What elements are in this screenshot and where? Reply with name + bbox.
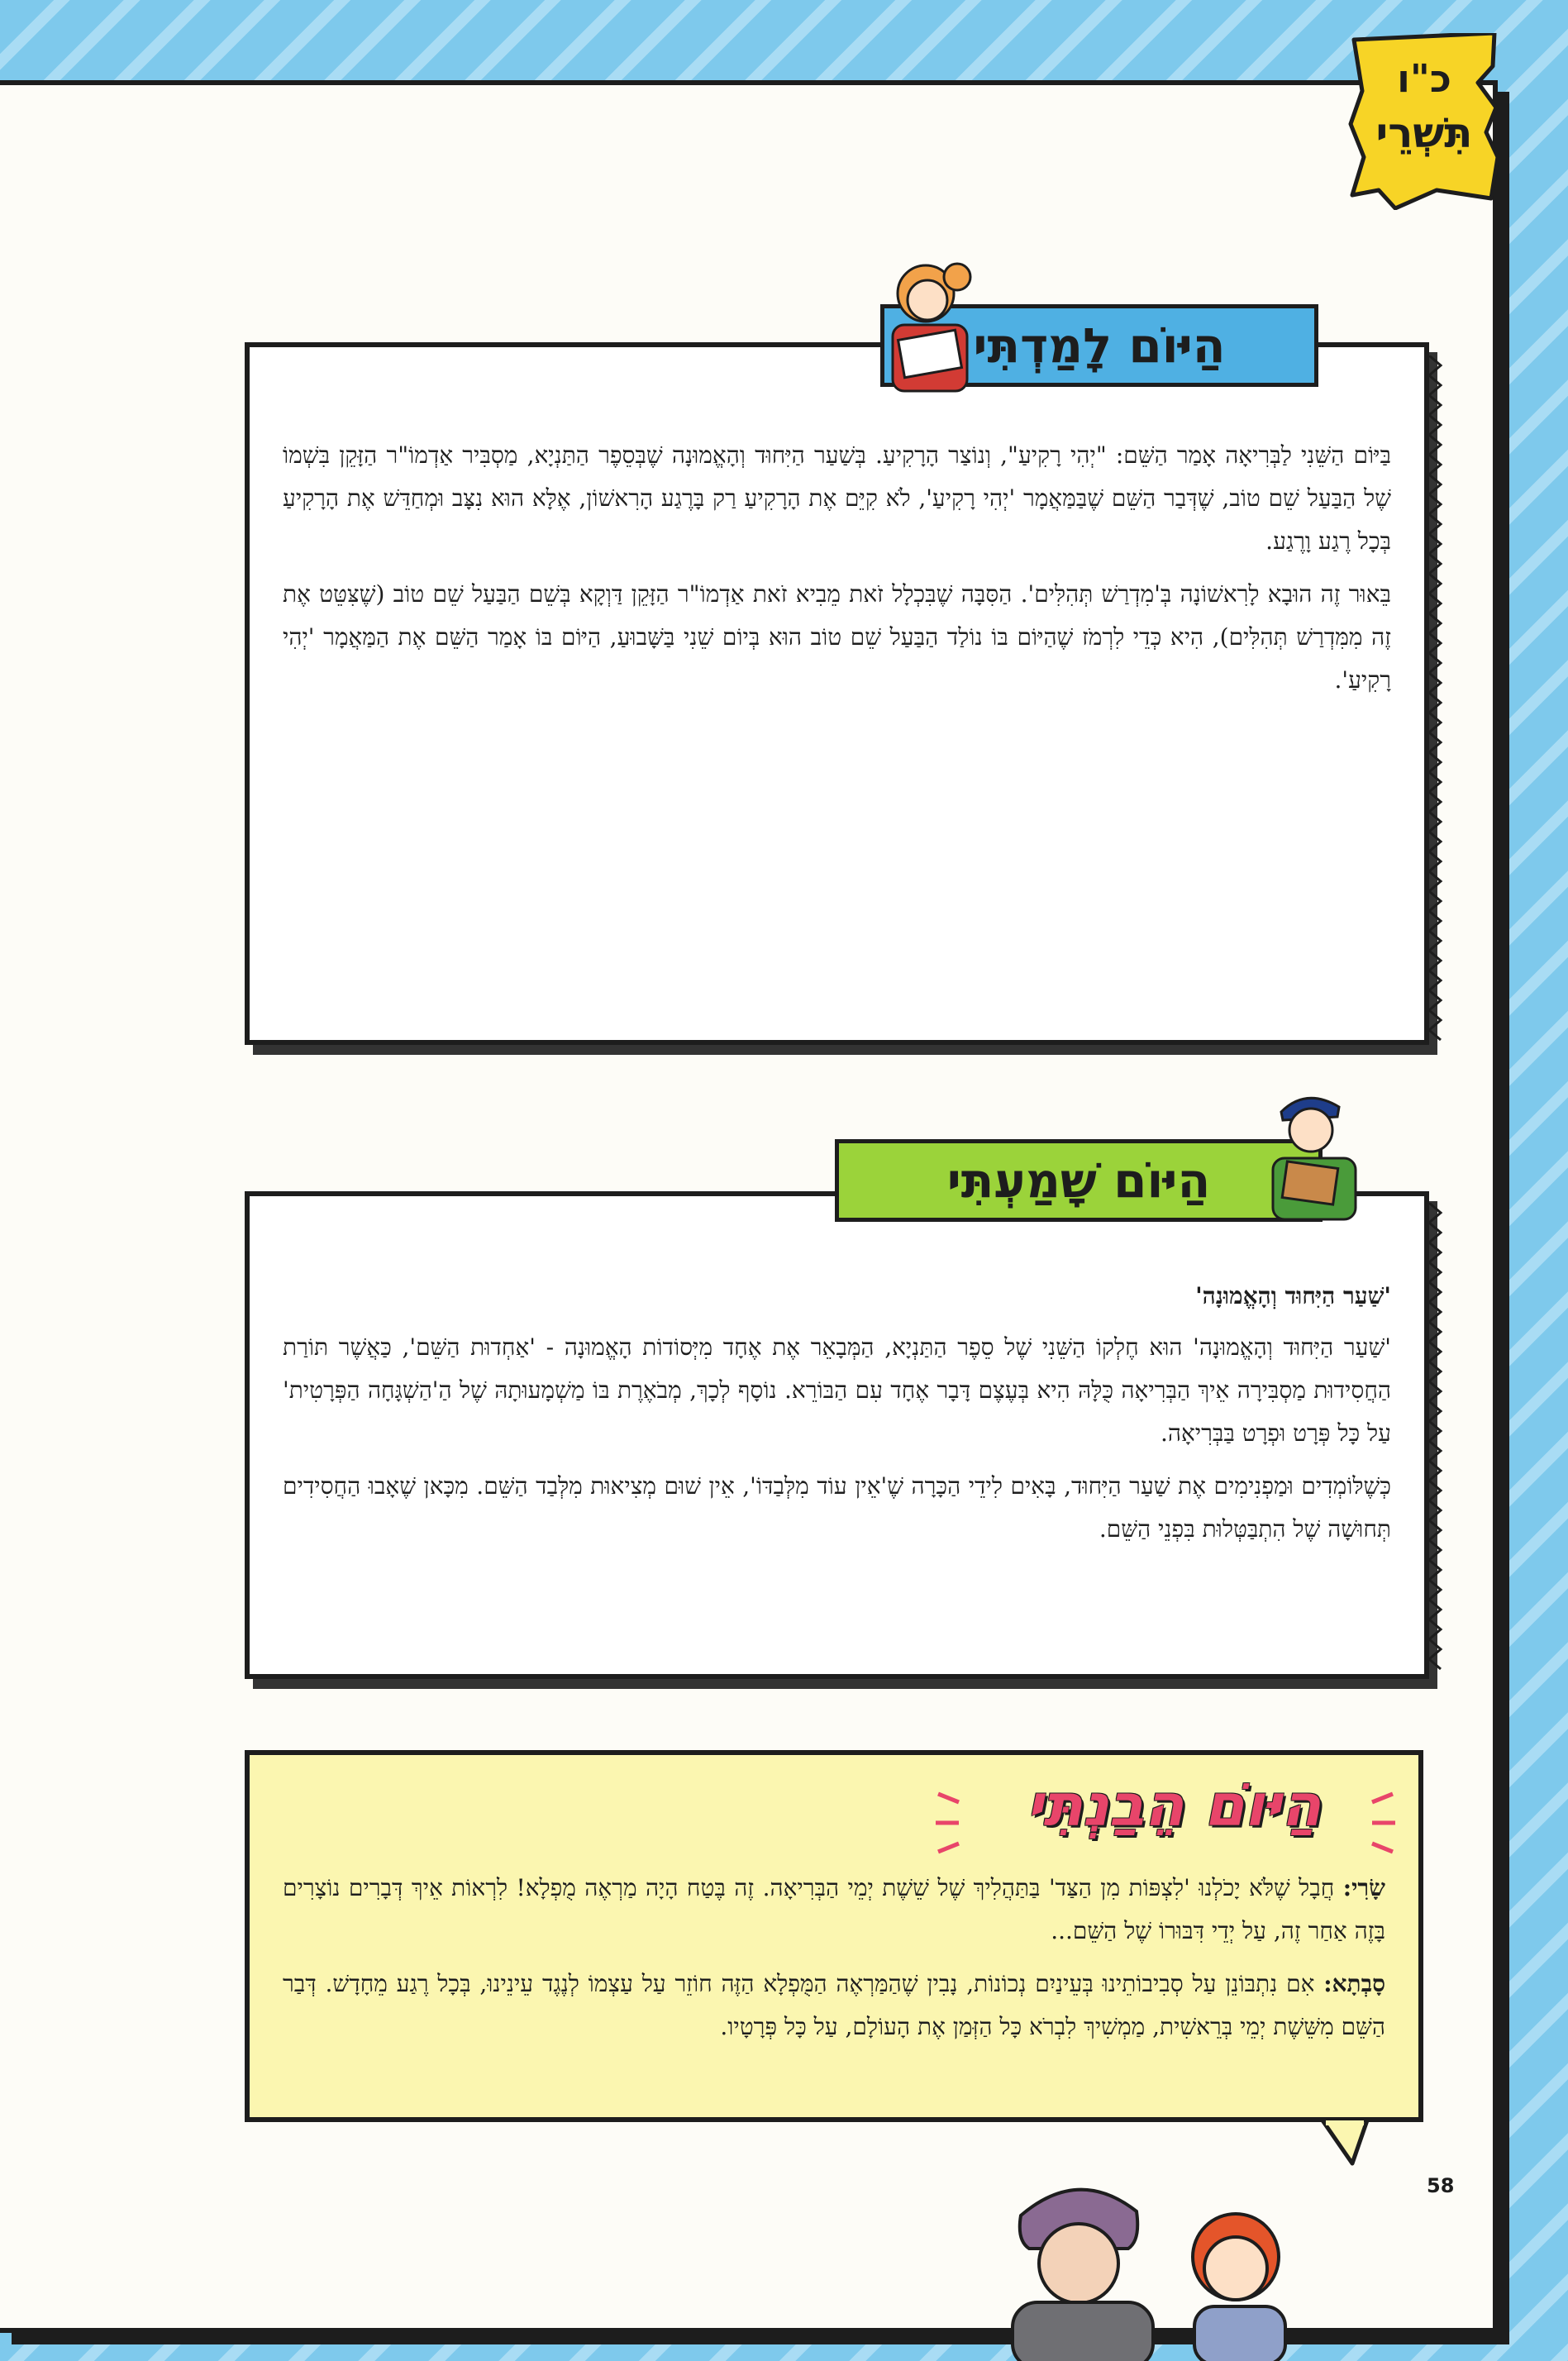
zigzag-border: [1429, 355, 1446, 1050]
learned-title: הַיּוֹם לָמַדְתִּי: [973, 317, 1226, 374]
grandmother-and-girl-illustration: [988, 2166, 1335, 2361]
heard-paragraph: כְּשֶׁלּוֹמְדִים וּמַפְנִימִים אֶת שַׁעַר הַיִּחוּד, בָּאִים לִידֵי הַכָּרָה שֶׁ'אֵין עוֹד מִלְּבַדּוֹ', אֵין שׁוּם מְצִיאוּת מִלְּבַד הַשֵּׁם. מִכָּאן שֶׁאָבוּ הַחֲסִידִים תְּחוּשָׁה שֶׁל הִתְבַּטְּלוּת בִּפְנֵי הַשֵּׁם.: [283, 1472, 1391, 1543]
heard-text: [250, 1275, 1424, 1561]
learned-text: [250, 434, 1424, 712]
heard-heading: 'שַׁעַר הַיִּחוּד וְהָאֱמוּנָה': [1195, 1282, 1391, 1309]
heard-box: [245, 1191, 1429, 1679]
learned-paragraph: בֵּאוּר זֶה הוּבָא לָרִאשׁוֹנָה בְּ'מִדְרַשׁ תְּהִלִּים'. הַסִּבָּה שֶׁבִּכְלָל זֹאת מֵבִיא זֹאת אַדְמוֹ"ר הַזָּקֵן דַּוְקָא בְּשֵׁם הַבַּעַל שֵׁם טוֹב (שֶׁצִּטֵּט אֶת זֶה מִמִּדְרַשׁ תְּהִלִּים), הִיא כְּדֵי לִרְמֹז שֶׁהַיּוֹם בּוֹ נוֹלַד הַבַּעַל שֵׁם טוֹב הוּא בְּיוֹם שֵׁנִי בַּשָּׁבוּעַ, הַיּוֹם בּוֹ אָמַר הַשֵּׁם אֶת הַמַּאֲמָר 'יְהִי רָקִיעַ'.: [283, 580, 1391, 694]
boy-reading-illustration: [1248, 1079, 1380, 1223]
title-rays-decoration: [934, 1786, 1397, 1860]
learned-box: [245, 342, 1429, 1045]
dialogue-line: [283, 1867, 1385, 1953]
girl-reading-illustration: [868, 252, 1000, 397]
page-number: 58: [1427, 2174, 1455, 2197]
date-day: כ"ו: [1397, 56, 1451, 101]
heard-title: הַיּוֹם שָׁמַעְתִּי: [946, 1152, 1211, 1209]
date-month: תִּשְׁרֵי: [1375, 109, 1473, 157]
dialogue-text: חֲבָל שֶׁלֹּא יָכֹלְנוּ 'לִצְפּוֹת מִן הַצַּד' בַּתַּהֲלִיךְ שֶׁל שֵׁשֶׁת יְמֵי הַבְּרִיאָה. זֶה בֶּטַח הָיָה מַרְאֶה מֻפְלָא! לִרְאוֹת אֵיךְ דְּבָרִים נוֹצָרִים בָּזֶה אַחַר זֶה, עַל יְדֵי דִּבּוּרוֹ שֶׁל הַשֵּׁם...: [283, 1874, 1385, 1944]
speaker-savta: סָבְתָא:: [1323, 1970, 1385, 1997]
dialogue-text: אִם נִתְבּוֹנֵן עַל סְבִיבוֹתֵינוּ בְּעֵינַיִם נְכוֹנוֹת, נָבִין שֶׁהַמַּרְאֶה הַמֻּפְלָא הַזֶּה חוֹזֵר עַל עַצְמוֹ לְנֶגֶד עֵינֵינוּ, בְּכָל רֶגַע מֵחָדָשׁ. דְּבַר הַשֵּׁם מִשֵּׁשֶׁת יְמֵי בְּרֵאשִׁית, מַמְשִׁיךְ לִבְרֹא כָּל הַזְּמַן אֶת הָעוֹלָם, עַל כָּל פְּרָטָיו.: [283, 1970, 1385, 2040]
date-tag: [1346, 33, 1503, 210]
zigzag-border: [1429, 1203, 1446, 1682]
dialogue-line: [283, 1963, 1385, 2049]
learned-paragraph: בַּיּוֹם הַשֵּׁנִי לַבְּרִיאָה אָמַר הַשֵּׁם: "יְהִי רָקִיעַ", וְנוֹצַר הָרָקִיעַ. בְּשַׁעַר הַיִּחוּד וְהָאֱמוּנָה שֶׁבְּסֵפֶר הַתַּנְיָא, מַסְבִּיר אַדְמוֹ"ר הַזָּקֵן בִּשְׁמוֹ שֶׁל הַבַּעַל שֵׁם טוֹב, שֶׁדְּבַר הַשֵּׁם שֶׁבַּמַּאֲמָר 'יְהִי רָקִיעַ', לֹא קִיֵּם אֶת הָרָקִיעַ רַק בָּרֶגַע הָרִאשׁוֹן, אֶלָּא הוּא נִצָּב וּמְחַדֵּשׁ אֶת הָרָקִיעַ בְּכָל רֶגַע וָרֶגַע.: [283, 441, 1391, 555]
understood-title: הַיּוֹם הֵבַנְתִּי: [1026, 1772, 1322, 1839]
speech-bubble-tail: [1319, 2120, 1377, 2170]
heard-paragraph: 'שַׁעַר הַיִּחוּד וְהָאֱמוּנָה' הוּא חֶלְקוֹ הַשֵּׁנִי שֶׁל סֵפֶר הַתַּנְיָא, הַמְּבָאֵר אֶת אֶחָד מִיְּסוֹדוֹת הָאֱמוּנָה - 'אַחְדוּת הַשֵּׁם', כַּאֲשֶׁר תּוֹרַת הַחֲסִידוּת מַסְבִּירָה אֵיךְ הַבְּרִיאָה כֻּלָּהּ הִיא בְּעֶצֶם דָּבָר אֶחָד עִם הַבּוֹרֵא. נוֹסָף לְכָךְ, מְבֹאֶרֶת בּוֹ מַשְׁמָעוּתָהּ שֶׁל הַ'הַשְׁגָּחָה הַפְּרָטִית' עַל כָּל פְּרָט וּפְרָט בַּבְּרִיאָה.: [283, 1333, 1391, 1447]
speaker-sari: שָׂרִי:: [1342, 1874, 1385, 1901]
understood-text: [250, 1867, 1418, 2058]
